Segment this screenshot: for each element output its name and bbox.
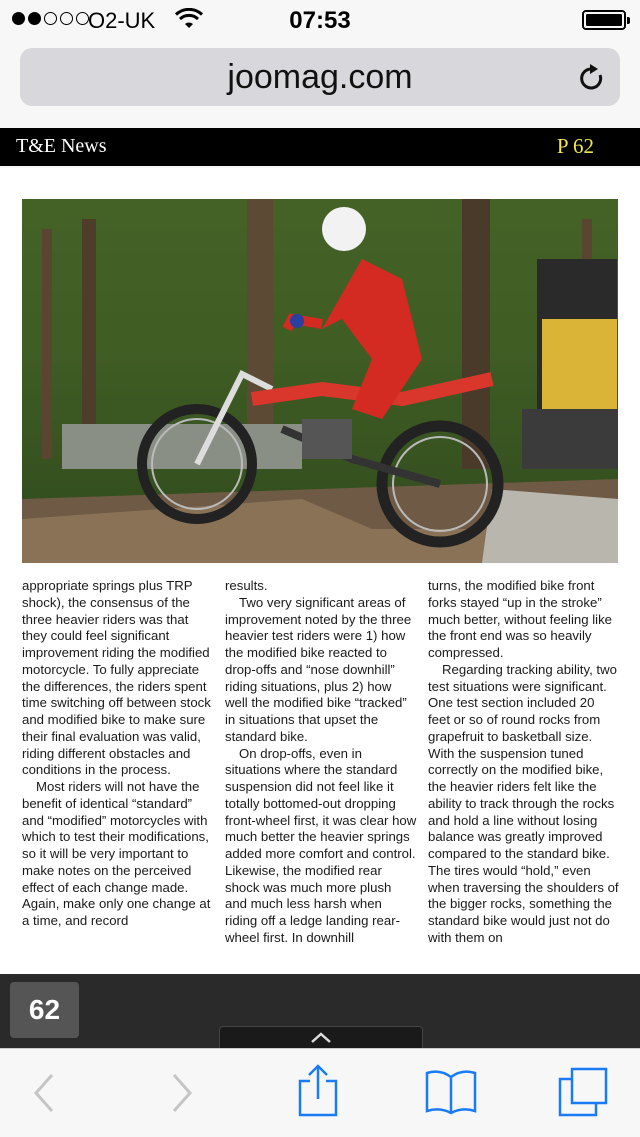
address-bar[interactable]	[20, 48, 620, 106]
paragraph: On drop-offs, even in situations where the standard suspension did not feel like it totally bottomed-out dropping front-wheel first, it was clear how much better the heavier springs added more comfort and control. Likewise, the modified rear shock was much more plush and much less harsh when riding off a ledge landing rear-wheel first. In downhill	[225, 745, 417, 945]
paragraph: results.	[225, 578, 268, 593]
reload-icon[interactable]	[578, 63, 606, 93]
article-page[interactable]	[0, 168, 640, 974]
magazine-header	[0, 128, 640, 166]
paragraph: Most riders will not have the benefit of identical “standard” and “modified” motorcycles with which to test their modifications, so it will be very important to make notes on the perceived effect of each change made. Again, make only one change at a time, and record	[22, 779, 211, 928]
status-bar	[0, 0, 640, 40]
article-column-2	[225, 578, 417, 947]
publication-title: T&E News	[16, 135, 107, 157]
paragraph: appropriate springs plus TRP shock), the consensus of the three heavier riders was that they could feel significant improvement riding the modified motorcycle. To fully appreciate the differences, the riders spent time switching off between stock and modified bike to make sure their final evaluation was valid, riding different obstacles and conditions in the process.	[22, 578, 211, 778]
share-icon[interactable]	[297, 1063, 339, 1117]
chevron-up-icon	[309, 1031, 333, 1043]
battery-icon	[582, 10, 626, 30]
forward-button[interactable]	[170, 1071, 194, 1115]
page-label: P 62	[556, 134, 594, 158]
carrier-name: O2-UK	[88, 8, 156, 33]
tabs-icon[interactable]	[558, 1067, 608, 1117]
paragraph: turns, the modified bike front forks stayed “up in the stroke” much better, without feeling like the front end was so heavily compressed.	[428, 578, 612, 660]
back-button[interactable]	[32, 1071, 56, 1115]
browser-toolbar	[0, 1048, 640, 1137]
status-time: 07:53	[289, 7, 351, 34]
paragraph: Two very significant areas of improvement noted by the three heavier test riders were 1) how the modified bike reacted to drop-offs and “nose downhill” riding situations, plus 2) how well the modified bike “tracked” in situations that upset the standard bike.	[225, 594, 412, 744]
book-icon[interactable]	[424, 1069, 478, 1115]
paragraph: Regarding tracking ability, two test situations were significant. One test section included 20 feet or so of round rocks from grapefruit to basketball size. With the suspension tuned correctly on the modified bike, the heavier riders felt like the ability to track through the rocks and hold a line without losing balance was greatly improved compared to the standard bike. The tires would “hold,” even when traversing the shoulders of the bigger rocks, something the standard bike would just not do with them on	[428, 661, 619, 945]
motorcycle-photo	[22, 199, 618, 563]
article-column-3	[428, 578, 620, 947]
page-number-badge[interactable]: 62	[10, 982, 79, 1038]
article-column-1	[22, 578, 214, 930]
url-text[interactable]: joomag.com	[227, 58, 413, 96]
